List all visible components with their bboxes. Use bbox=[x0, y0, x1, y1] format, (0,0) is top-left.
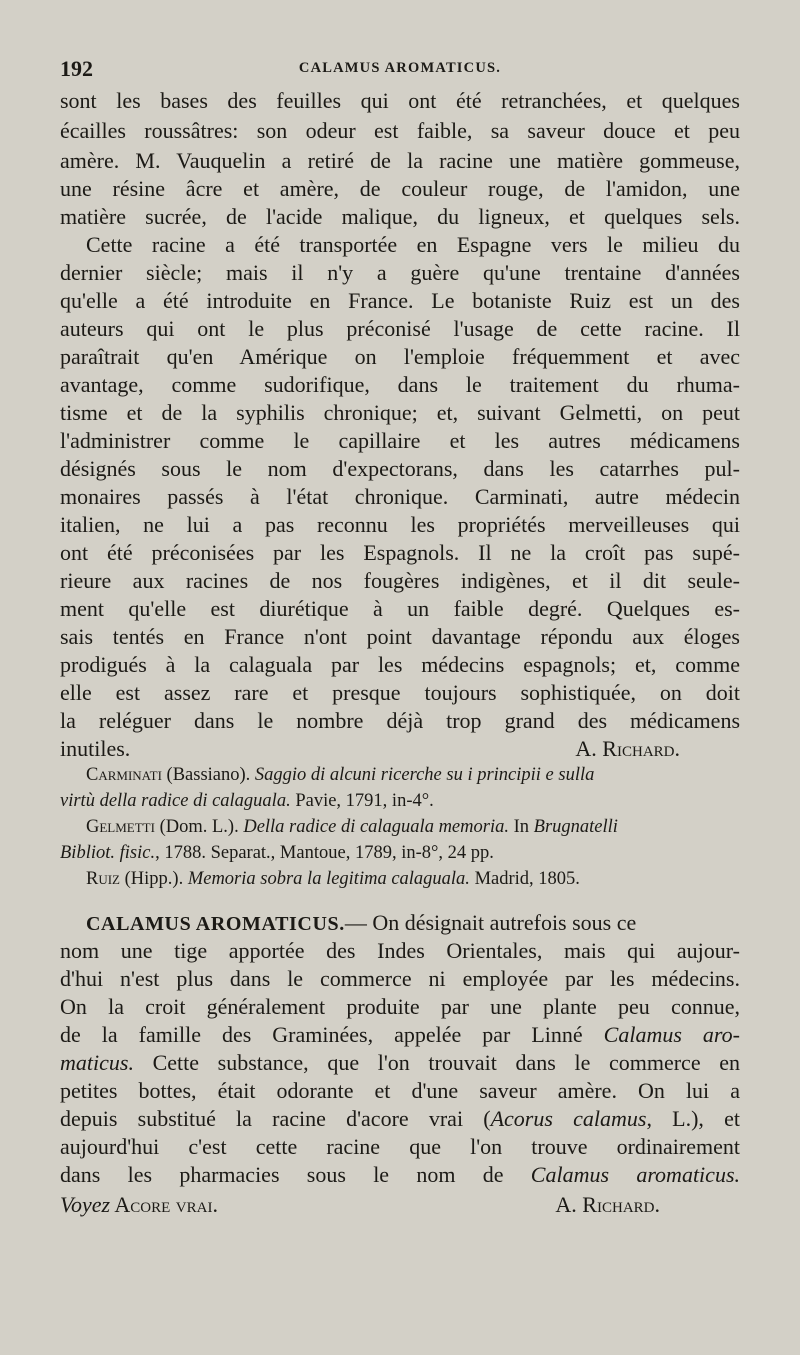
cross-reference: Acore vrai. bbox=[110, 1192, 218, 1217]
latin-name: Calamus aromaticus. bbox=[530, 1162, 740, 1187]
entry-text: , L.), et bbox=[646, 1106, 740, 1131]
body-line: sont les bases des feuilles qui ont été retranchées, et quelques bbox=[60, 88, 740, 113]
entry-text: depuis substitué la racine d'acore vrai ( bbox=[60, 1106, 491, 1131]
body-line: rieure aux racines de nos fougères indigènes, et il dit seule- bbox=[60, 568, 740, 593]
body-line: l'administrer comme le capillaire et les autres médicamens bbox=[60, 428, 740, 453]
body-line: ment qu'elle est diurétique à un faible degré. Quelques es- bbox=[60, 596, 740, 621]
body-line: elle est assez rare et presque toujours sophistiquée, on doit bbox=[60, 680, 740, 705]
body-line: auteurs qui ont le plus préconisé l'usage de cette racine. Il bbox=[60, 316, 740, 341]
body-line-last bbox=[60, 734, 740, 764]
reference-gelmetti-cont bbox=[60, 840, 740, 866]
ref-text: , 1788. Separat., Mantoue, 1789, in-8°, 24 pp. bbox=[155, 843, 494, 863]
body-line: avantage, comme sudorifique, dans le traitement du rhuma- bbox=[60, 372, 740, 397]
entry-line: On la croit généralement produite par une plante peu connue, bbox=[60, 994, 740, 1019]
body-text: inutiles. bbox=[60, 736, 131, 761]
ref-title: Memoria sobra la legitima calaguala. bbox=[187, 869, 470, 889]
entry-line bbox=[60, 1104, 740, 1134]
ref-title: virtù della radice di calaguala. bbox=[60, 791, 291, 811]
entry-text: de la famille des Graminées, appelée par Linné bbox=[60, 1022, 604, 1047]
body-line: qu'elle a été introduite en France. Le botaniste Ruiz est un des bbox=[60, 288, 740, 313]
body-line: écailles roussâtres: son odeur est faible, sa saveur douce et peu bbox=[60, 118, 740, 143]
ref-author: Gelmetti bbox=[86, 817, 155, 837]
reference-carminati-cont bbox=[60, 788, 740, 814]
body-line: la reléguer dans le nombre déjà trop grand des médicamens bbox=[60, 708, 740, 733]
entry-line: d'hui n'est plus dans le commerce ni employée par les médecins. bbox=[60, 966, 740, 991]
latin-name: Calamus aro- bbox=[603, 1022, 740, 1047]
author-signature: A. Richard. bbox=[575, 736, 680, 761]
body-line: une résine âcre et amère, de couleur rouge, de l'amidon, une bbox=[60, 176, 740, 201]
entry-line: nom une tige apportée des Indes Orientales, mais qui aujour- bbox=[60, 938, 740, 963]
entry-headword: CALAMUS AROMATICUS. bbox=[86, 913, 345, 935]
author-signature: A. Richard. bbox=[555, 1192, 660, 1217]
ref-author: Carminati bbox=[86, 765, 162, 785]
entry-line: petites bottes, était odorante et d'une saveur amère. On lui a bbox=[60, 1078, 740, 1103]
entry-line bbox=[60, 1020, 740, 1050]
body-line: désignés sous le nom d'expectorans, dans les catarrhes pul- bbox=[60, 456, 740, 481]
entry-text: Cette substance, que l'on trouvait dans le commerce en bbox=[133, 1050, 740, 1075]
body-line: Cette racine a été transportée en Espagne vers le milieu du bbox=[86, 232, 740, 257]
ref-author: Ruiz bbox=[86, 869, 120, 889]
entry-line-last bbox=[60, 1190, 740, 1220]
ref-text: In bbox=[508, 817, 534, 837]
body-line: amère. M. Vauquelin a retiré de la racine une matière gommeuse, bbox=[60, 148, 740, 173]
page-header bbox=[60, 56, 740, 86]
reference-ruiz bbox=[60, 866, 740, 892]
cross-reference-label: Voyez bbox=[60, 1192, 111, 1217]
entry-text: — On désignait autrefois sous ce bbox=[344, 910, 637, 935]
latin-name: Acorus calamus bbox=[490, 1106, 647, 1131]
body-line: prodigués à la calaguala par les médecins espagnols; et, comme bbox=[60, 652, 740, 677]
ref-journal: Brugnatelli bbox=[533, 817, 618, 837]
ref-journal: Bibliot. fisic. bbox=[60, 843, 156, 863]
body-line: monaires passés à l'état chronique. Carminati, autre médecin bbox=[60, 484, 740, 509]
ref-text: Madrid, 1805. bbox=[469, 869, 580, 889]
entry-text: dans les pharmacies sous le nom de bbox=[60, 1162, 531, 1187]
ref-text: (Bassiano). bbox=[161, 765, 255, 785]
reference-carminati bbox=[60, 762, 740, 788]
body-line: paraîtrait qu'en Amérique on l'emploie fréquemment et avec bbox=[60, 344, 740, 369]
entry-line: aujourd'hui c'est cette racine que l'on trouve ordinairement bbox=[60, 1134, 740, 1159]
running-title: CALAMUS AROMATICUS. bbox=[298, 60, 502, 76]
body-line: sais tentés en France n'ont point davantage répondu aux éloges bbox=[60, 624, 740, 649]
entry-line bbox=[60, 1048, 740, 1078]
entry-first-line bbox=[60, 908, 740, 938]
page-number: 192 bbox=[60, 56, 93, 81]
body-line: italien, ne lui a pas reconnu les propriétés merveilleuses qui bbox=[60, 512, 740, 537]
entry-line bbox=[60, 1160, 740, 1190]
ref-title: Della radice di calaguala memoria. bbox=[243, 817, 509, 837]
body-line: tisme et de la syphilis chronique; et, suivant Gelmetti, on peut bbox=[60, 400, 740, 425]
ref-text: Pavie, 1791, in-4°. bbox=[290, 791, 434, 811]
latin-name: maticus. bbox=[60, 1050, 134, 1075]
ref-text: (Dom. L.). bbox=[154, 817, 244, 837]
body-line: matière sucrée, de l'acide malique, du ligneux, et quelques sels. bbox=[60, 204, 740, 229]
reference-gelmetti bbox=[60, 814, 740, 840]
body-line: ont été préconisées par les Espagnols. Il ne la croît pas supé- bbox=[60, 540, 740, 565]
ref-title: Saggio di alcuni ricerche su i principii e sulla bbox=[254, 765, 595, 785]
body-line: dernier siècle; mais il n'y a guère qu'une trentaine d'années bbox=[60, 260, 740, 285]
ref-text: (Hipp.). bbox=[120, 869, 188, 889]
